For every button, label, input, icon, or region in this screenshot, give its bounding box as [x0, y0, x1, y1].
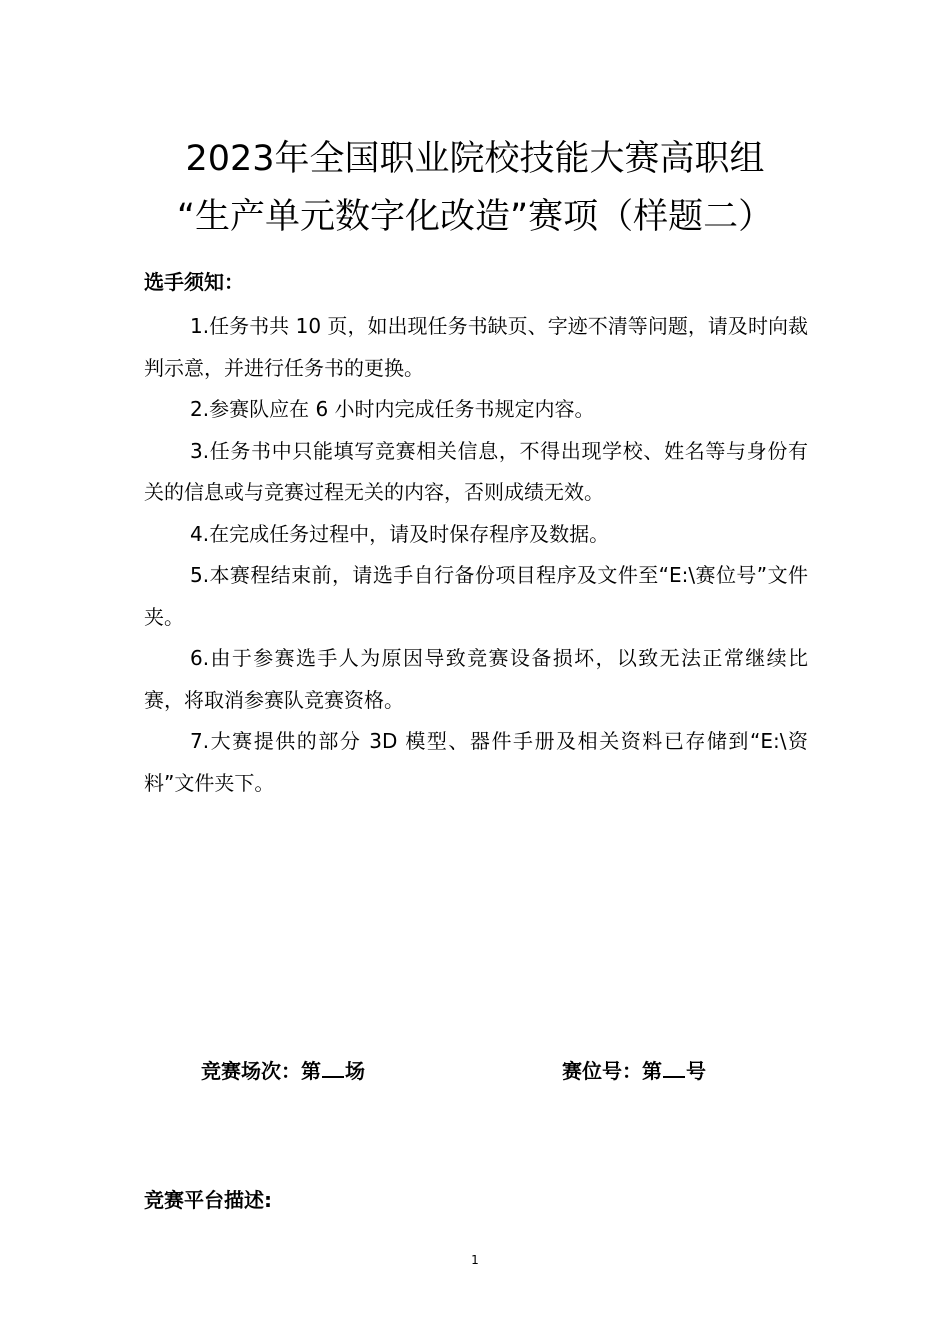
page-number: 1: [471, 1253, 479, 1267]
session-suffix: 场: [345, 1059, 365, 1083]
seat-field: [562, 1055, 706, 1087]
session-blank: [322, 1056, 344, 1078]
notice-list: [144, 306, 808, 804]
notice-item: 4.在完成任务过程中，请及时保存程序及数据。: [190, 521, 610, 546]
notice-item: 5.本赛程结束前，请选手自行备份项目程序及文件至“E:\赛位号”文件夹。: [144, 563, 808, 629]
platform-heading: 竞赛平台描述:: [144, 1188, 272, 1212]
notice-heading: 选手须知：: [144, 270, 244, 294]
notice-item: 7.大赛提供的部分 3D 模型、器件手册及相关资料已存储到“E:\资料”文件夹下。: [144, 729, 808, 795]
session-field: [201, 1055, 365, 1087]
notice-item: 2.参赛队应在 6 小时内完成任务书规定内容。: [190, 397, 595, 421]
notice-item: 1.任务书共 10 页，如出现任务书缺页、字迹不清等问题，请及时向裁判示意，并进行任务书的更换。: [144, 314, 808, 380]
seat-blank: [663, 1056, 685, 1078]
notice-item: 3.任务书中只能填写竞赛相关信息，不得出现学校、姓名等与身份有关的信息或与竞赛过程无关的内容，否则成绩无效。: [144, 438, 808, 504]
notice-item: 6.由于参赛选手人为原因导致竞赛设备损坏，以致无法正常继续比赛，将取消参赛队竞赛资格。: [144, 646, 808, 712]
seat-suffix: 号: [686, 1059, 706, 1083]
document-title-line-2: “生产单元数字化改造”赛项（样题二）: [176, 197, 774, 238]
document-title-line-1: 2023年全国职业院校技能大赛高职组: [185, 139, 765, 180]
seat-label: 赛位号：第: [562, 1059, 662, 1083]
session-label: 竞赛场次：第: [201, 1059, 321, 1083]
